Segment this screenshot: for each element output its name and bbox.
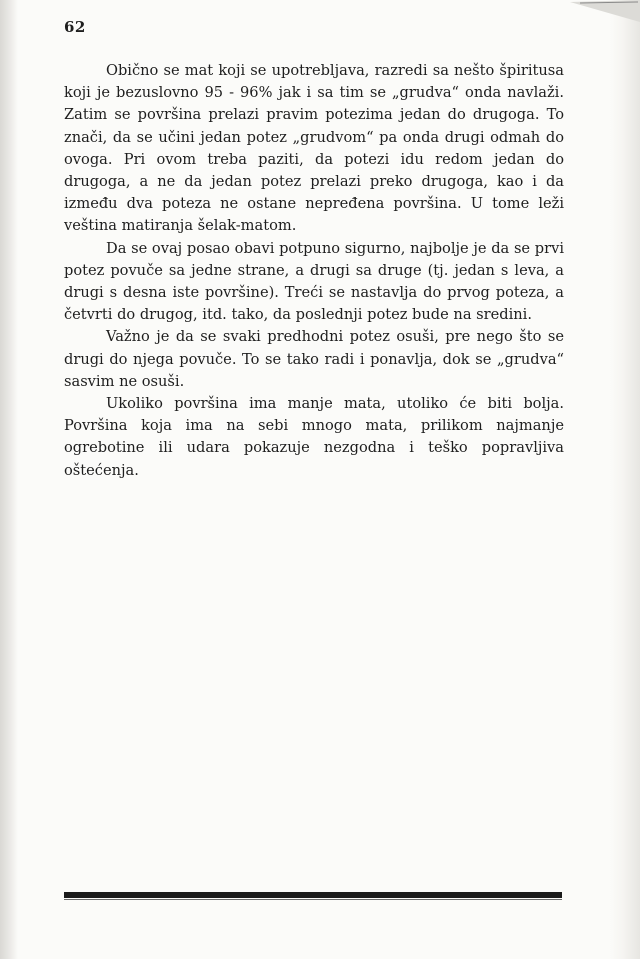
paragraph: Važno je da se svaki predhodni potez osuši, pre nego što se drugi do njega povuče. To se tako radi i ponavlja, dok se „grudva“ sasvim ne osuši. bbox=[64, 328, 564, 390]
footer-rule-shadow bbox=[64, 899, 562, 900]
body-text bbox=[64, 60, 564, 482]
page-number: 62 bbox=[64, 18, 86, 36]
paragraph: Ukoliko površina ima manje mata, utoliko će biti bolja. Površina koja ima na sebi mnogo mata, prilikom najmanje ogrebotine ili udara pokazuje nezgodna i teško popravljiva oštećenja. bbox=[64, 395, 564, 479]
corner-fold-mark bbox=[570, 0, 640, 22]
page-left-edge-shadow bbox=[0, 0, 18, 959]
paragraph: Obično se mat koji se upotrebljava, razredi sa nešto špiritusa koji je bezuslovno 95 - 96% jak i sa tim se „grudva“ onda navlaži. Zatim se površina prelazi pravim potezima jedan do drugoga. To znači, da se učini jedan potez „grudvom“ pa onda drugi odmah do ovoga. Pri ovom treba paziti, da potezi idu redom jedan do drugoga, a ne da jedan potez prelazi preko drugoga, kao i da između dva poteza ne ostane nepređena površina. U tome leži veština matiranja šelak-matom. bbox=[64, 62, 564, 235]
page-right-edge-shadow bbox=[610, 0, 640, 959]
footer-rule bbox=[64, 892, 562, 898]
paragraph: Da se ovaj posao obavi potpuno sigurno, najbolje je da se prvi potez povuče sa jedne strane, a drugi sa druge (tj. jedan s leva, a drugi s desna iste površine). Treći se nastavlja do prvog poteza, a četvrti do drugog, itd. tako, da poslednji potez bude na sredini. bbox=[64, 239, 564, 324]
